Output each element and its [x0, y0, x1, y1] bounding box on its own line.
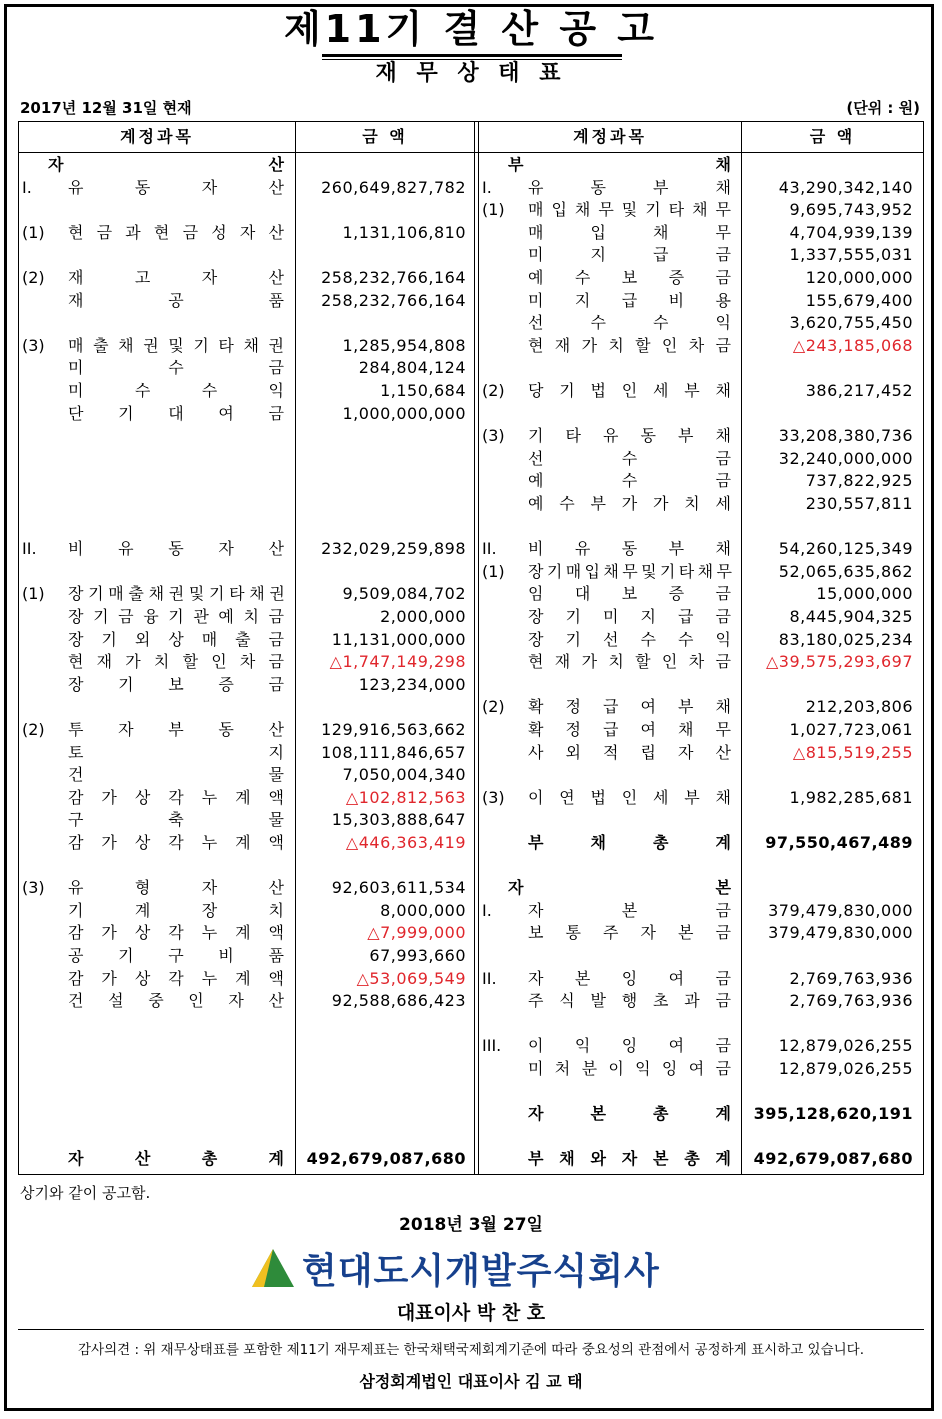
- asset-account-label: 미 수 금: [68, 358, 284, 378]
- liability-amount: 52,065,635,862: [778, 561, 913, 581]
- left-column-divider: [295, 121, 296, 1175]
- liability-amount: 43,290,342,140: [778, 177, 913, 197]
- company-name: 현대도시개발주식회사: [302, 1250, 660, 1292]
- notice-text: 상기와 같이 공고함.: [20, 1184, 151, 1202]
- asset-amount: 2,000,000: [380, 607, 466, 626]
- liability-account-label: 자 본 잉 여 금: [528, 968, 731, 988]
- page-title: 제11기 결 산 공 고: [283, 7, 659, 51]
- asset-row-number: I.: [22, 177, 32, 197]
- asset-amount: 232,029,259,898: [321, 539, 466, 559]
- liability-account-label: 미 처 분 이 익 잉 여 금: [528, 1059, 731, 1078]
- asset-row-number: (1): [22, 222, 45, 242]
- asset-account-label: 자 산 총 계: [68, 1149, 284, 1169]
- liability-account-label: 자 본 금: [528, 900, 731, 920]
- center-divider-b: [478, 121, 479, 1175]
- asset-account-label: 감 가 상 각 누 계 액: [68, 833, 284, 852]
- title-underline: [322, 54, 622, 57]
- asset-account-label: 장 기 외 상 매 출 금: [68, 629, 284, 649]
- liability-account-label: 유 동 부 채: [528, 177, 731, 197]
- liability-account-label: 이 연 법 인 세 부 채: [528, 787, 731, 807]
- right-column-divider: [741, 121, 742, 1175]
- asset-account-label: 비 유 동 자 산: [68, 539, 284, 559]
- liability-account-label: 임 대 보 증 금: [528, 584, 731, 604]
- asset-amount: 258,232,766,164: [321, 268, 466, 287]
- liability-amount: 737,822,925: [805, 471, 913, 491]
- liability-row-number: III.: [482, 1036, 502, 1056]
- liability-amount: 97,550,467,489: [765, 833, 913, 852]
- unit-label: (단위 : 원): [846, 99, 920, 117]
- header-left-account: 계정과목: [120, 127, 194, 146]
- asset-amount: △1,747,149,298: [329, 652, 466, 672]
- asset-account-label: 재 고 자 산: [68, 268, 284, 287]
- asset-account-label: 단 기 대 여 금: [68, 403, 284, 423]
- liability-row-number: (3): [482, 787, 505, 807]
- asset-account-label: 토 지: [68, 742, 284, 762]
- table-bottom-border: [18, 1174, 924, 1175]
- asset-account-label: 장 기 매 출 채 권 및 기 타 채 권: [68, 584, 284, 604]
- asset-account-label: 자 산: [48, 155, 284, 174]
- liability-account-label: 예 수 금: [528, 471, 731, 491]
- liability-amount: 8,445,904,325: [789, 607, 913, 626]
- page-subtitle: 재 무 상 태 표: [375, 61, 567, 86]
- asset-amount: 492,679,087,680: [306, 1149, 466, 1169]
- liability-amount: 379,479,830,000: [768, 900, 913, 920]
- asset-amount: 15,303,888,647: [331, 810, 466, 830]
- asset-row-number: (2): [22, 268, 45, 287]
- asset-account-label: 장 기 보 증 금: [68, 674, 284, 694]
- asset-amount: △7,999,000: [367, 923, 466, 943]
- liability-amount: 1,982,285,681: [789, 787, 913, 807]
- asset-amount: 1,000,000,000: [342, 403, 466, 423]
- asset-amount: △102,812,563: [345, 787, 466, 807]
- asset-amount: 67,993,660: [369, 946, 466, 965]
- company-logo: [250, 1243, 660, 1293]
- liability-amount: 12,879,026,255: [778, 1059, 913, 1078]
- asset-amount: 9,509,084,702: [342, 584, 466, 604]
- liability-amount: 1,337,555,031: [789, 245, 913, 265]
- liability-amount: 2,769,763,936: [789, 968, 913, 988]
- asset-row-number: (3): [22, 878, 45, 898]
- asset-account-label: 현 재 가 치 할 인 차 금: [68, 652, 284, 672]
- asset-row-number: II.: [22, 539, 37, 559]
- asset-amount: 284,804,124: [358, 358, 466, 378]
- liability-account-label: 부 채: [508, 155, 731, 174]
- liability-row-number: (1): [482, 561, 505, 581]
- liability-row-number: I.: [482, 900, 492, 920]
- asset-amount: 8,000,000: [380, 900, 466, 920]
- liability-amount: 2,769,763,936: [789, 991, 913, 1011]
- asset-account-label: 유 동 자 산: [68, 177, 284, 197]
- header-bottom-border: [18, 152, 924, 153]
- liability-account-label: 부 채 총 계: [528, 833, 731, 852]
- asset-row-number: (1): [22, 584, 45, 604]
- asset-account-label: 현 금 과 현 금 성 자 산: [68, 222, 284, 242]
- liability-amount: 492,679,087,680: [753, 1149, 913, 1169]
- liability-amount: 32,240,000,000: [778, 448, 913, 468]
- liability-account-label: 장 기 매 입 채 무 및 기 타 채 무: [528, 561, 731, 581]
- liability-amount: 230,557,811: [805, 494, 913, 513]
- liability-amount: 395,128,620,191: [753, 1104, 913, 1124]
- footer-divider: [18, 1329, 924, 1330]
- asset-amount: 258,232,766,164: [321, 290, 466, 310]
- liability-amount: 54,260,125,349: [778, 539, 913, 559]
- liability-account-label: 미 지 급 비 용: [528, 290, 731, 310]
- asset-row-number: (3): [22, 335, 45, 355]
- liability-account-label: 사 외 적 립 자 산: [528, 742, 731, 762]
- liability-amount: 33,208,380,736: [778, 426, 913, 446]
- asset-account-label: 건 물: [68, 765, 284, 785]
- asset-amount: 1,285,954,808: [342, 335, 466, 355]
- header-left-amount: 금 액: [362, 127, 408, 146]
- table-left-border: [18, 121, 19, 1175]
- asset-amount: 129,916,563,662: [321, 720, 466, 739]
- liability-amount: △39,575,293,697: [765, 652, 913, 672]
- notice-date: 2018년 3월 27일: [399, 1215, 543, 1235]
- liability-amount: △815,519,255: [792, 742, 913, 762]
- liability-account-label: 이 익 잉 여 금: [528, 1036, 731, 1056]
- asset-account-label: 감 가 상 각 누 계 액: [68, 968, 284, 988]
- liability-amount: 4,704,939,139: [789, 222, 913, 242]
- liability-account-label: 부 채 와 자 본 총 계: [528, 1149, 731, 1169]
- liability-account-label: 확 정 급 여 부 채: [528, 697, 731, 717]
- liability-amount: 3,620,755,450: [789, 313, 913, 333]
- asset-amount: 1,131,106,810: [342, 222, 466, 242]
- liability-account-label: 자 본 총 계: [528, 1104, 731, 1124]
- liability-amount: 155,679,400: [805, 290, 913, 310]
- liability-account-label: 비 유 동 부 채: [528, 539, 731, 559]
- center-divider-a: [474, 121, 475, 1175]
- liability-row-number: (1): [482, 200, 505, 220]
- asset-account-label: 구 축 물: [68, 810, 284, 830]
- liability-row-number: II.: [482, 968, 497, 988]
- asset-account-label: 감 가 상 각 누 계 액: [68, 923, 284, 943]
- liability-account-label: 매 입 채 무: [528, 222, 731, 242]
- liability-row-number: (2): [482, 697, 505, 717]
- asset-amount: △446,363,419: [345, 833, 466, 852]
- asset-account-label: 매 출 채 권 및 기 타 채 권: [68, 335, 284, 355]
- asset-account-label: 재 공 품: [68, 290, 284, 310]
- liability-account-label: 장 기 미 지 급 금: [528, 607, 731, 626]
- asset-amount: △53,069,549: [356, 968, 466, 988]
- liability-account-label: 매 입 채 무 및 기 타 채 무: [528, 200, 731, 220]
- asset-amount: 92,588,686,423: [331, 991, 466, 1011]
- liability-amount: 12,879,026,255: [778, 1036, 913, 1056]
- liability-amount: 386,217,452: [805, 381, 913, 400]
- liability-account-label: 장 기 선 수 수 익: [528, 629, 731, 649]
- liability-account-label: 선 수 수 익: [528, 313, 731, 333]
- liability-account-label: 기 타 유 동 부 채: [528, 426, 731, 446]
- liability-amount: 379,479,830,000: [768, 923, 913, 943]
- asset-amount: 11,131,000,000: [331, 629, 466, 649]
- liability-account-label: 미 지 급 금: [528, 245, 731, 265]
- liability-row-number: II.: [482, 539, 497, 559]
- asset-account-label: 장 기 금 융 기 관 예 치 금: [68, 607, 284, 626]
- asset-account-label: 유 형 자 산: [68, 878, 284, 898]
- asset-amount: 92,603,611,534: [331, 878, 466, 898]
- liability-account-label: 선 수 금: [528, 448, 731, 468]
- asset-amount: 108,111,846,657: [321, 742, 466, 762]
- liability-account-label: 예 수 부 가 가 치 세: [528, 494, 731, 513]
- asset-account-label: 미 수 수 익: [68, 381, 284, 400]
- asset-account-label: 건 설 중 인 자 산: [68, 991, 284, 1011]
- liability-account-label: 예 수 보 증 금: [528, 268, 731, 287]
- liability-amount: 83,180,025,234: [778, 629, 913, 649]
- liability-row-number: (3): [482, 426, 505, 446]
- header-right-account: 계정과목: [573, 127, 647, 146]
- liability-account-label: 현 재 가 치 할 인 차 금: [528, 652, 731, 672]
- asset-row-number: (2): [22, 720, 45, 739]
- asset-account-label: 투 자 부 동 산: [68, 720, 284, 739]
- liability-account-label: 보 통 주 자 본 금: [528, 923, 731, 943]
- triangle-logo-icon: [250, 1247, 296, 1289]
- asset-amount: 123,234,000: [358, 674, 466, 694]
- liability-account-label: 주 식 발 행 초 과 금: [528, 991, 731, 1011]
- auditor-name: 삼정회계법인 대표이사 김 교 태: [359, 1372, 583, 1391]
- asset-account-label: 기 계 장 치: [68, 900, 284, 920]
- asset-amount: 7,050,004,340: [342, 765, 466, 785]
- table-right-border: [923, 121, 924, 1175]
- report-date: 2017년 12월 31일 현재: [20, 99, 192, 117]
- liability-amount: 120,000,000: [805, 268, 913, 287]
- liability-amount: △243,185,068: [792, 335, 913, 355]
- liability-row-number: I.: [482, 177, 492, 197]
- liability-account-label: 확 정 급 여 채 무: [528, 720, 731, 739]
- asset-amount: 260,649,827,782: [321, 177, 466, 197]
- asset-amount: 1,150,684: [380, 381, 466, 400]
- liability-row-number: (2): [482, 381, 505, 400]
- liability-account-label: 현 재 가 치 할 인 차 금: [528, 335, 731, 355]
- liability-amount: 1,027,723,061: [789, 720, 913, 739]
- liability-amount: 9,695,743,952: [789, 200, 913, 220]
- liability-account-label: 자 본: [508, 878, 731, 898]
- liability-account-label: 당 기 법 인 세 부 채: [528, 381, 731, 400]
- header-right-amount: 금 액: [809, 127, 856, 146]
- asset-account-label: 공 기 구 비 품: [68, 946, 284, 965]
- asset-account-label: 감 가 상 각 누 계 액: [68, 787, 284, 807]
- audit-opinion: 감사의견 : 위 재무상태표를 포함한 제11기 재무제표는 한국채택국제회계기준에 따라 중요성의 관점에서 공정하게 표시하고 있습니다.: [77, 1342, 865, 1358]
- liability-amount: 212,203,806: [805, 697, 913, 717]
- liability-amount: 15,000,000: [816, 584, 913, 604]
- ceo-name: 대표이사 박 찬 호: [396, 1302, 546, 1324]
